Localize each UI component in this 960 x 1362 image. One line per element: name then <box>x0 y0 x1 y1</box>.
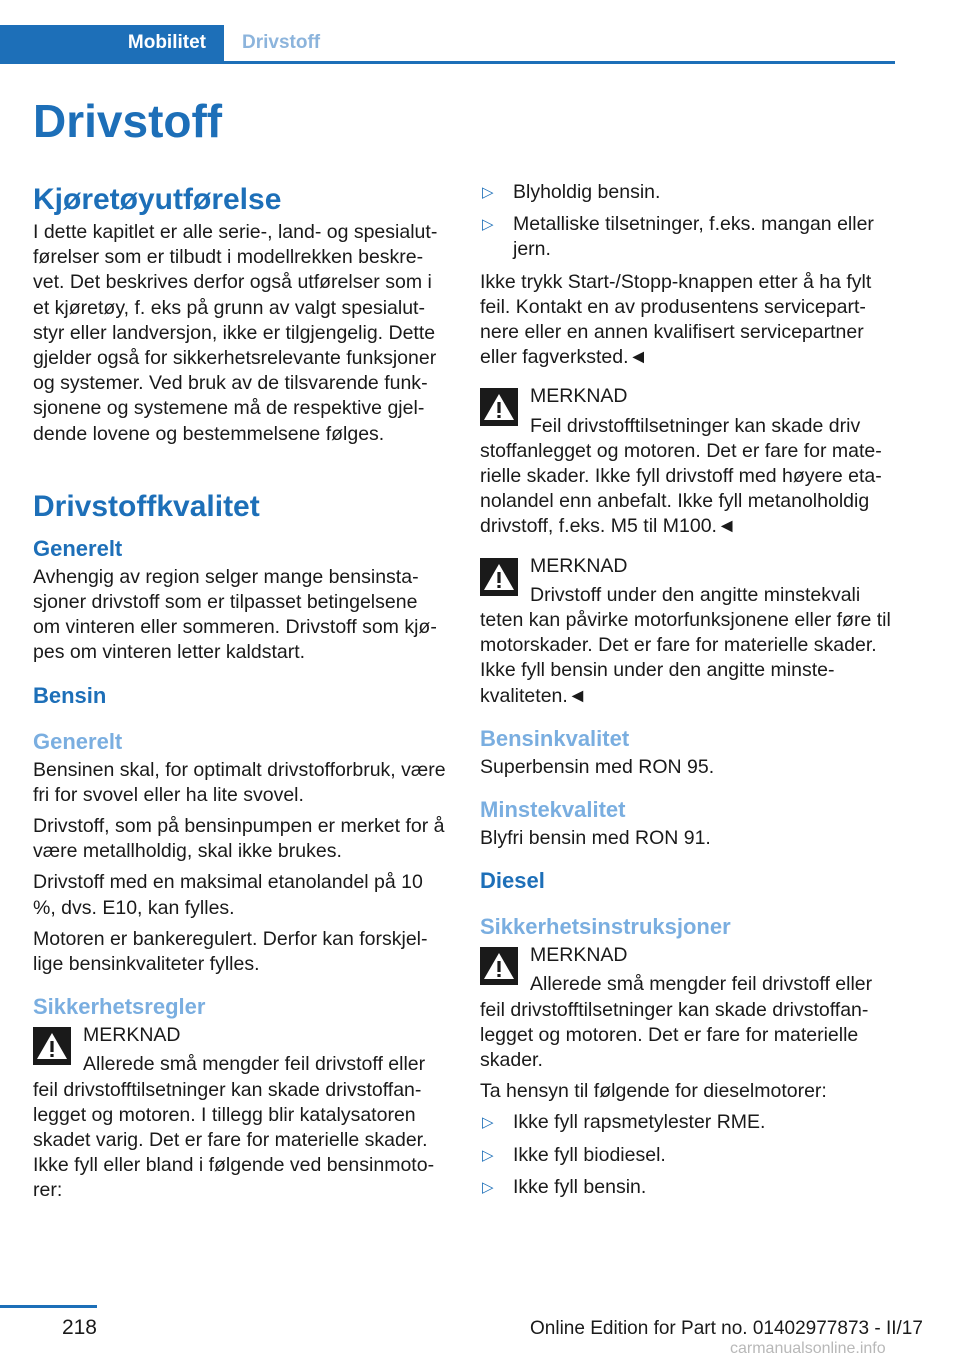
heading-petrol-quality: Bensinkvalitet <box>480 725 630 751</box>
note-text-rest: feil drivstofftilsetninger kan skade drivstoffanlegget og motoren. Det er fare for materielle skader. <box>480 998 869 1072</box>
paragraph-petrol-quality: Superbensin med RON 95. <box>480 755 715 778</box>
note-text-first: Allerede små mengder feil drivstoff eller <box>530 973 873 996</box>
tab-mobilitet[interactable]: Mobilitet <box>0 25 224 61</box>
warning-note <box>33 1023 448 1203</box>
note-label: MERKNAD <box>530 944 628 967</box>
watermark: carmanualsonline.info <box>730 1340 886 1357</box>
triangle-bullet-icon: ▷ <box>482 1114 494 1132</box>
warning-note <box>480 554 895 709</box>
footer-rule <box>0 1305 97 1308</box>
heading-min-quality: Minstekvalitet <box>480 797 626 823</box>
heading-petrol-general: Generelt <box>33 728 123 754</box>
list-item: ▷ Blyholdig bensin. <box>480 180 895 205</box>
right-column <box>480 180 895 1207</box>
heading-petrol: Bensin <box>33 682 107 708</box>
heading-diesel-safety: Sikkerhetsinstruksjoner <box>480 914 731 940</box>
paragraph-general: Avhengig av region selger mange bensinstasjoner drivstoff som er tilpasset betingelsene om vinteren eller sommeren. Drivstoff som kjøpes om vinteren letter kaldstart. <box>33 565 437 664</box>
page-title: Drivstoff <box>33 95 223 147</box>
triangle-bullet-icon: ▷ <box>482 216 494 234</box>
heading-safety-rules: Sikkerhetsregler <box>33 994 206 1020</box>
paragraph-petrol-2: Drivstoff, som på bensinpumpen er merket for å være metallholdig, skal ikke brukes. <box>33 815 445 863</box>
header-tabbar <box>0 25 895 64</box>
paragraph-petrol-3: Drivstoff med en maksimal etanolandel på 10 %, dvs. E10, kan fylles. <box>33 871 423 919</box>
paragraph-petrol-1: Bensinen skal, for optimalt drivstofforbruk, være fri for svovel eller ha lite svovel. <box>33 758 446 806</box>
warning-note <box>480 943 895 1073</box>
list-item: ▷ Metalliske tilsetninger, f.eks. mangan eller jern. <box>482 213 874 261</box>
warning-icon <box>480 558 518 596</box>
heading-vehicle: Kjøretøyutførelse <box>33 183 282 216</box>
left-column <box>33 180 448 1204</box>
note-text-first: Feil drivstofftilsetninger kan skade driv <box>530 414 861 437</box>
list-item: ▷ Ikke fyll rapsmetylester RME. <box>480 1110 895 1135</box>
triangle-bullet-icon: ▷ <box>482 184 494 201</box>
edition-text: Online Edition for Part no. 01402977873 - II/17 <box>530 1318 923 1339</box>
heading-diesel: Diesel <box>480 868 545 894</box>
heading-fuel-quality: Drivstoffkvalitet <box>33 489 260 523</box>
note-label: MERKNAD <box>530 385 628 408</box>
note-text-rest: stoffanlegget og motoren. Det er fare for materielle skader. Ikke fyll drivstoff med høyere etanolandel enn anbefalt. Ikke fyll metanolholdig drivstoff, f.eks. M5 til M100.◄ <box>480 439 882 538</box>
note-text-first: Allerede små mengder feil drivstoff eller <box>83 1053 426 1076</box>
paragraph-min-quality: Blyfri bensin med RON 91. <box>480 827 711 850</box>
triangle-bullet-icon: ▷ <box>482 1146 494 1164</box>
warning-icon <box>480 947 518 985</box>
warning-icon <box>480 388 518 426</box>
heading-general: Generelt <box>33 535 123 561</box>
note-text-first: Drivstoff under den angitte minstekvali <box>530 583 861 606</box>
paragraph-petrol-4: Motoren er bankeregulert. Derfor kan forskjellige bensinkvaliteter fylles. <box>33 927 428 976</box>
paragraph-diesel: Ta hensyn til følgende for dieselmotorer: <box>480 1080 827 1103</box>
warning-note <box>480 384 895 539</box>
paragraph-start-stop: Ikke trykk Start-/Stopp-knappen etter å ha fylt feil. Kontakt en av produsentens servicepartnere eller en annen kvalifisert servicepartner eller fagverksted.◄ <box>480 270 872 369</box>
warning-icon <box>33 1027 71 1065</box>
tab-drivstoff[interactable]: Drivstoff <box>242 32 321 53</box>
note-text-rest: feil drivstofftilsetninger kan skade drivstoffanlegget og motoren. I tillegg blir katalysatoren skadet varig. Det er fare for materielle skader. Ikke fyll eller bland i følgende ved bensinmotorer: <box>33 1078 435 1202</box>
note-text-rest: teten kan påvirke motorfunksjonene eller føre til motorskader. Det er fare for materielle skader. Ikke fyll bensin under den angitte minstekvaliteten.◄ <box>480 609 891 707</box>
page-number: 218 <box>61 1316 97 1339</box>
list-item: ▷ Ikke fyll bensin. <box>480 1175 895 1200</box>
list-item: ▷ Ikke fyll biodiesel. <box>480 1143 895 1168</box>
paragraph-vehicle: I dette kapitlet er alle serie-, land- og spesialutførelser som er tilbudt i modellrekken beskrevet. Det beskrives derfor også utførelser som i et kjøretøy, f. eks på grunn av valgt spesialutstyr eller landversjon, ikke er tilgjengelig. Dette gjelder også for sikkerhetsrelevante funksjoner og systemer. Ved bruk av de tilsvarende funksjonene og systemene må de respektive gjeldende lovene og bestemmelsene følges. <box>33 221 438 445</box>
triangle-bullet-icon: ▷ <box>482 1178 494 1196</box>
note-label: MERKNAD <box>530 554 628 577</box>
note-label: MERKNAD <box>83 1024 181 1047</box>
